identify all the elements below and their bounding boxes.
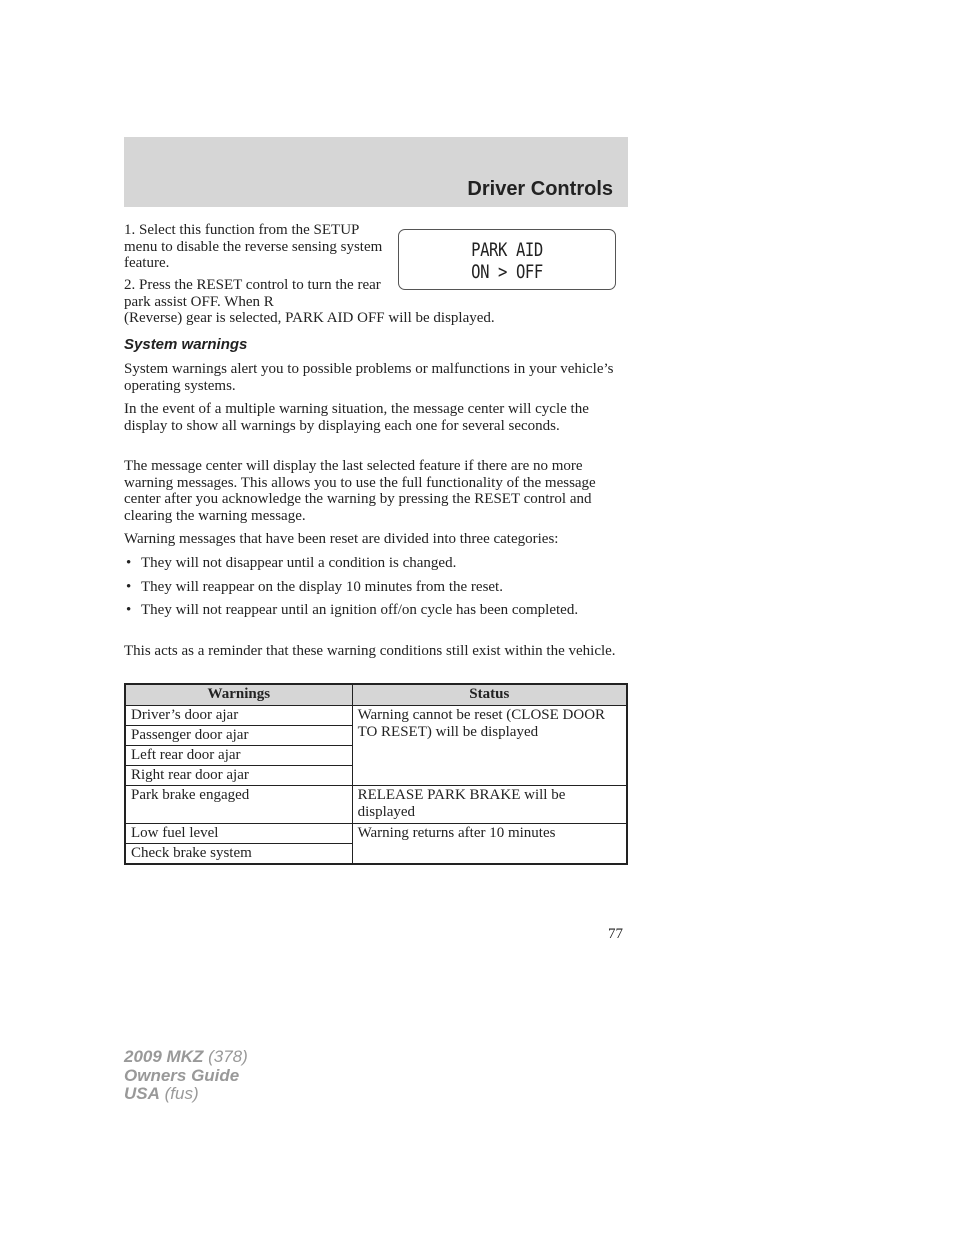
table-header-row — [125, 684, 627, 706]
display-line-1: PARK AID — [471, 239, 543, 261]
paragraph-2: In the event of a multiple warning situation, the message center will cycle the display to show all warnings by displaying each one for several seconds. — [124, 401, 589, 434]
footer-code: (378) — [208, 1047, 248, 1066]
bullet-text: They will not reappear until an ignition off/on cycle has been completed. — [141, 602, 579, 618]
status-cell: Warning cannot be reset (CLOSE DOOR TO RESET) will be displayed — [352, 706, 627, 786]
warning-cell: Right rear door ajar — [125, 766, 352, 786]
bullet-dot: • — [126, 555, 132, 571]
paragraph-1: System warnings alert you to possible problems or malfunctions in your vehicle’s operating systems. — [124, 361, 614, 394]
table-row — [125, 786, 627, 824]
paragraph-3: The message center will display the last selected feature if there are no more warning messages. This allows you to use the full functionality of the message center after you acknowledge the warning by pressing the RESET control and clearing the warning message. — [124, 458, 596, 524]
subsection-heading: System warnings — [124, 336, 248, 353]
section-header-bar — [124, 137, 628, 207]
footer-model: 2009 MKZ — [124, 1047, 204, 1066]
paragraph-4: Warning messages that have been reset are divided into three categories: — [124, 531, 559, 547]
table-row — [125, 824, 627, 844]
warning-cell: Low fuel level — [125, 824, 352, 844]
step-2-text-part-2: (Reverse) gear is selected, PARK AID OFF will be displayed. — [124, 310, 495, 326]
warning-cell: Park brake engaged — [125, 786, 352, 824]
page-number: 77 — [608, 926, 623, 942]
bullet-dot: • — [126, 602, 132, 618]
bullet-text: They will reappear on the display 10 minutes from the reset. — [141, 579, 503, 595]
status-cell: Warning returns after 10 minutes — [352, 824, 627, 865]
footer-guide: Owners Guide — [124, 1065, 240, 1085]
warnings-table — [124, 683, 628, 865]
display-line-2: ON > OFF — [471, 261, 543, 283]
bullet-text: They will not disappear until a condition is changed. — [141, 555, 457, 571]
warning-cell: Passenger door ajar — [125, 726, 352, 746]
section-title: Driver Controls — [467, 178, 613, 200]
header-warnings: Warnings — [125, 684, 352, 706]
header-status: Status — [352, 684, 627, 706]
footer-region: USA — [124, 1084, 160, 1103]
step-1-text: 1. Select this function from the SETUP menu to disable the reverse sensing system feature. — [124, 222, 383, 271]
document-footer — [124, 1048, 248, 1104]
step-2-text-part-1: 2. Press the RESET control to turn the rear park assist OFF. When R — [124, 277, 381, 310]
table-row — [125, 706, 627, 726]
footer-region-code: (fus) — [164, 1084, 199, 1103]
warning-cell: Check brake system — [125, 844, 352, 865]
warning-cell: Driver’s door ajar — [125, 706, 352, 726]
message-center-display — [398, 229, 616, 290]
status-cell: RELEASE PARK BRAKE will be displayed — [352, 786, 627, 824]
paragraph-5: This acts as a reminder that these warning conditions still exist within the vehicle. — [124, 643, 616, 659]
warning-cell: Left rear door ajar — [125, 746, 352, 766]
bullet-dot: • — [126, 579, 132, 595]
